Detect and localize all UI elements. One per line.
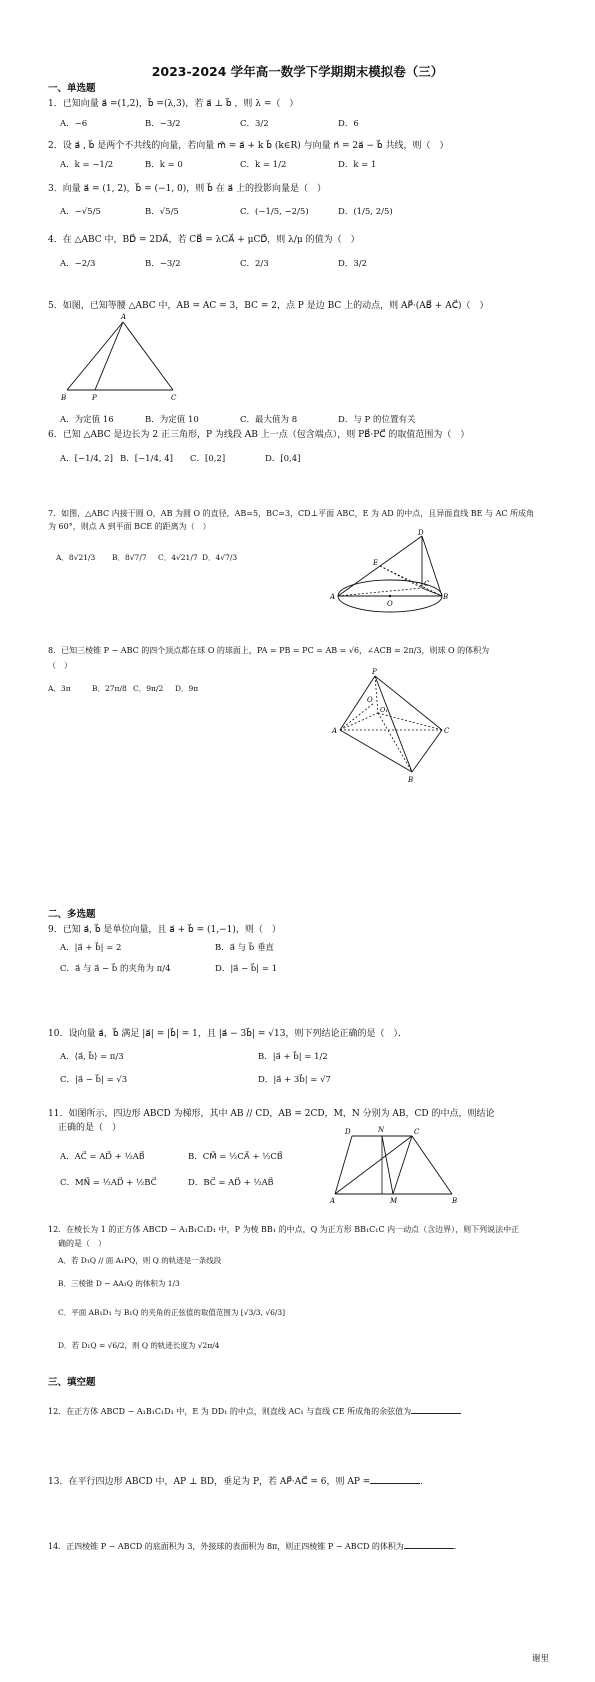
question-8-stem-line1: 8．已知三棱锥 P − ABC 的四个顶点都在球 O 的球面上，PA = PB = PC = AB = √6，∠ACB = 2π/3，则球 O 的体积为 bbox=[48, 646, 490, 655]
fig7-label-o: O bbox=[387, 600, 393, 608]
q12-option-d: D．若 D₁Q = √6/2，则 Q 的轨迹长度为 √2π/4 bbox=[58, 1341, 220, 1350]
q6-option-c: C．[0,2] bbox=[190, 454, 226, 464]
question-4-stem: 4．在 △ABC 中，BD⃗ = 2DA⃗，若 CB⃗ = λCA⃗ + μCD⃗，则 λ/μ 的值为（ ） bbox=[48, 235, 360, 245]
q10-option-a: A．⟨a⃗, b⃗⟩ = π/3 bbox=[60, 1052, 124, 1062]
q5-option-b: B．为定值 10 bbox=[145, 415, 199, 425]
fill-question-13-text: 13．在平行四边形 ABCD 中，AP ⊥ BD，垂足为 P，若 AP⃗·AC⃗ = 6，则 AP = bbox=[48, 1477, 371, 1487]
q7-option-a: A．8√21/3 bbox=[56, 553, 96, 562]
q1-option-d: D．6 bbox=[338, 119, 359, 129]
section-multiple-choice: 二、多选题 bbox=[48, 909, 96, 920]
q12-option-c: C．平面 AB₁D₁ 与 B₁Q 的夹角的正弦值的取值范围为 [√3/3, √6/3] bbox=[58, 1308, 286, 1317]
fill-question-14 bbox=[48, 1539, 456, 1552]
fig7-label-e: E bbox=[373, 559, 379, 567]
figure-q5-triangle bbox=[55, 310, 185, 405]
fig5-label-a: A bbox=[121, 313, 127, 321]
question-5-stem: 5．如图，已知等腰 △ABC 中，AB = AC = 3，BC = 2，点 P 是边 BC 上的动点，则 AP⃗·(AB⃗ + AC⃗)（ ） bbox=[48, 301, 489, 311]
section-fill-in: 三、填空题 bbox=[48, 1377, 96, 1388]
fill-14-period: . bbox=[453, 1542, 457, 1551]
fill-13-answer-blank[interactable] bbox=[370, 1474, 420, 1484]
q8-option-a: A．3π bbox=[48, 684, 71, 693]
fill-question-13 bbox=[48, 1474, 423, 1487]
fig8-label-o1: O₁ bbox=[380, 706, 388, 714]
question-1-stem: 1．已知向量 a⃗ =(1,2)，b⃗ =(λ,3)，若 a⃗ ⊥ b⃗ ，则 λ =（ ） bbox=[48, 99, 299, 109]
q3-option-c: C．(−1/5, −2/5) bbox=[240, 207, 309, 217]
fig7-label-a: A bbox=[330, 593, 336, 601]
fig7-label-d: D bbox=[418, 529, 424, 537]
fill-14-answer-blank[interactable] bbox=[404, 1539, 454, 1549]
question-12-stem-line1: 12．在棱长为 1 的正方体 ABCD − A₁B₁C₁D₁ 中，P 为棱 BB₁ 的中点，Q 为正方形 BB₁C₁C 内一动点（含边界），则下列说法中正 bbox=[48, 1225, 520, 1234]
question-7-stem-line2: 为 60°，则点 A 到平面 BCE 的距离为（ ） bbox=[48, 522, 211, 531]
q10-option-b: B．|a⃗ + b⃗| = 1/2 bbox=[258, 1052, 328, 1062]
fig8-label-b: B bbox=[408, 776, 414, 784]
q2-option-a: A．k = −1/2 bbox=[60, 160, 114, 170]
q4-option-c: C．2/3 bbox=[240, 259, 269, 269]
question-10-stem: 10．设向量 a⃗，b⃗ 满足 |a⃗| = |b⃗| = 1，且 |a⃗ − 3b⃗| = √13，则下列结论正确的是（ ）． bbox=[48, 1029, 407, 1039]
question-9-stem: 9．已知 a⃗, b⃗ 是单位向量，且 a⃗ + b⃗ = (1,−1)，则（ ） bbox=[48, 925, 281, 935]
q6-option-d: D．[0,4] bbox=[265, 454, 301, 464]
q7-option-b: B．8√7/7 bbox=[112, 553, 147, 562]
q5-option-a: A．为定值 16 bbox=[60, 415, 114, 425]
q5-option-d: D．与 P 的位置有关 bbox=[338, 415, 416, 425]
fig5-label-c: C bbox=[171, 394, 177, 402]
fig8-label-c: C bbox=[444, 727, 450, 735]
question-2-stem: 2．设 a⃗ , b⃗ 是两个不共线的向量，若向量 m⃗ = a⃗ + k b⃗ (k∈R) 与向量 n⃗ = 2a⃗ − b⃗ 共线，则（ ） bbox=[48, 141, 449, 151]
q1-option-b: B．−3/2 bbox=[145, 119, 181, 129]
question-8-stem-line2: （ ） bbox=[48, 661, 72, 670]
fill-13-period: . bbox=[420, 1477, 424, 1487]
fill-question-12-text: 12．在正方体 ABCD − A₁B₁C₁D₁ 中，E 为 DD₁ 的中点，则直线 AC₁ 与直线 CE 所成角的余弦值为 bbox=[48, 1407, 412, 1416]
fig11-label-n: N bbox=[378, 1126, 385, 1134]
q2-option-c: C．k = 1/2 bbox=[240, 160, 287, 170]
fig8-label-p: P bbox=[372, 668, 377, 676]
q11-option-b: B．CM⃗ = ½CA⃗ + ½CB⃗ bbox=[188, 1152, 283, 1162]
fill-question-12 bbox=[48, 1404, 461, 1417]
question-12-stem-line2: 确的是（ ） bbox=[58, 1239, 106, 1248]
q4-option-b: B．−3/2 bbox=[145, 259, 181, 269]
q1-option-a: A．−6 bbox=[60, 119, 88, 129]
q12-option-b: B．三棱锥 D − AA₁Q 的体积为 1/3 bbox=[58, 1279, 180, 1288]
q8-option-c: C．9π/2 bbox=[133, 684, 164, 693]
q1-option-c: C．3/2 bbox=[240, 119, 269, 129]
fig7-label-b: B bbox=[443, 593, 449, 601]
question-11-stem-line2: 正确的是（ ） bbox=[58, 1123, 122, 1133]
q11-option-d: D．BC⃗ = AD⃗ + ½AB⃗ bbox=[188, 1178, 274, 1188]
q9-option-c: C．a⃗ 与 a⃗ − b⃗ 的夹角为 π/4 bbox=[60, 964, 171, 974]
fig11-label-m: M bbox=[390, 1197, 398, 1204]
figure-q7-circle-solid bbox=[330, 528, 450, 618]
footer-signature: 谢里 bbox=[532, 1654, 550, 1664]
q8-option-d: D．9π bbox=[175, 684, 199, 693]
fill-12-answer-blank[interactable] bbox=[411, 1404, 461, 1414]
q12-option-a: A．若 D₁Q // 面 A₁PQ，则 Q 的轨迹是一条线段 bbox=[58, 1256, 222, 1265]
q3-option-a: A．−√5/5 bbox=[60, 207, 101, 217]
fig5-label-p: P bbox=[92, 394, 97, 402]
q9-option-a: A．|a⃗ + b⃗| = 2 bbox=[60, 943, 122, 953]
q4-option-a: A．−2/3 bbox=[60, 259, 96, 269]
q7-option-d: D．4√7/3 bbox=[202, 553, 238, 562]
question-6-stem: 6．已知 △ABC 是边长为 2 正三角形，P 为线段 AB 上一点（包含端点），则 PB⃗·PC⃗ 的取值范围为（ ） bbox=[48, 430, 470, 440]
q5-option-c: C．最大值为 8 bbox=[240, 415, 298, 425]
q2-option-b: B．k = 0 bbox=[145, 160, 183, 170]
q9-option-b: B．a⃗ 与 b⃗ 垂直 bbox=[215, 943, 274, 953]
q10-option-d: D．|a⃗ + 3b⃗| = √7 bbox=[258, 1075, 331, 1085]
q3-option-b: B．√5/5 bbox=[145, 207, 179, 217]
fig11-label-a: A bbox=[330, 1197, 336, 1204]
fig8-label-o: O bbox=[367, 696, 373, 704]
q10-option-c: C．|a⃗ − b⃗| = √3 bbox=[60, 1075, 128, 1085]
page-title: 2023-2024 学年高一数学下学期期末模拟卷（三） bbox=[151, 64, 444, 79]
section-single-choice: 一、单选题 bbox=[48, 83, 96, 94]
q3-option-d: D．(1/5, 2/5) bbox=[338, 207, 393, 217]
fig11-label-c: C bbox=[414, 1128, 420, 1136]
fig11-label-d: D bbox=[345, 1128, 351, 1136]
figure-q8-pyramid bbox=[330, 668, 460, 788]
question-11-stem-line1: 11．如图所示，四边形 ABCD 为梯形，其中 AB // CD，AB = 2CD，M，N 分别为 AB，CD 的中点，则结论 bbox=[48, 1109, 495, 1119]
q11-option-a: A．AC⃗ = AD⃗ + ½AB⃗ bbox=[60, 1152, 145, 1162]
q8-option-b: B．27π/8 bbox=[92, 684, 127, 693]
q9-option-d: D．|a⃗ − b⃗| = 1 bbox=[215, 964, 278, 974]
q4-option-d: D．3/2 bbox=[338, 259, 367, 269]
fill-question-14-text: 14．正四棱锥 P − ABCD 的底面积为 3，外接球的表面积为 8π，则正四棱锥 P − ABCD 的体积为 bbox=[48, 1542, 404, 1551]
question-7-stem-line1: 7．如图，△ABC 内接于圆 O，AB 为圆 O 的直径，AB=5，BC=3，CD⊥平面 ABC，E 为 AD 的中点，且异面直线 BE 与 AC 所成角 bbox=[48, 509, 535, 518]
q6-option-b: B．[−1/4, 4] bbox=[120, 454, 173, 464]
q2-option-d: D．k = 1 bbox=[338, 160, 377, 170]
q7-option-c: C．4√21/7 bbox=[158, 553, 198, 562]
fig8-label-a: A bbox=[332, 727, 338, 735]
q6-option-a: A．[−1/4, 2] bbox=[60, 454, 113, 464]
question-3-stem: 3．向量 a⃗ = (1, 2)，b⃗ = (−1, 0)，则 b⃗ 在 a⃗ 上的投影向量是（ ） bbox=[48, 184, 326, 194]
fig5-label-b: B bbox=[61, 394, 67, 402]
fig11-label-b: B bbox=[452, 1197, 458, 1204]
figure-q11-trapezoid bbox=[330, 1124, 470, 1204]
fig7-label-c: C bbox=[424, 580, 430, 588]
q11-option-c: C．MN⃗ = ½AD⃗ + ½BC⃗ bbox=[60, 1178, 157, 1188]
